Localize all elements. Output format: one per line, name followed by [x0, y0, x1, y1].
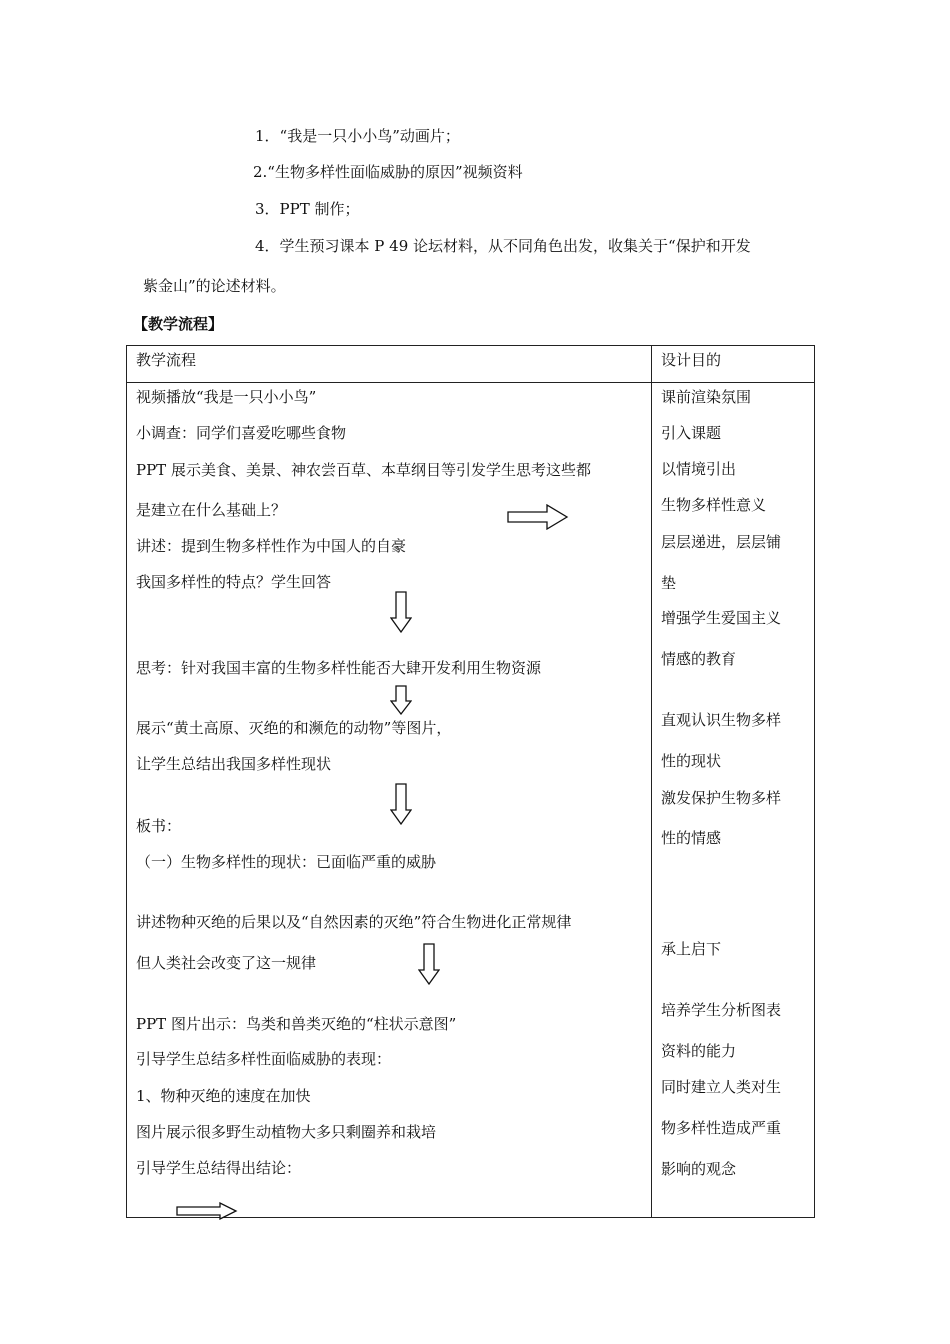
purpose-line: 影响的观念 [661, 1160, 737, 1178]
purpose-line: 层层递进，层层铺 [661, 533, 782, 551]
flow-line: 小调查：同学们喜爱吃哪些食物 [136, 424, 347, 442]
purpose-line: 直观认识生物多样 [661, 711, 782, 729]
flow-line: 展示“黄土高原、灭绝的和濒危的动物”等图片， [136, 719, 452, 737]
section-heading: 【教学流程】 [133, 315, 224, 333]
down-arrow-icon [390, 591, 412, 633]
flow-line: 视频播放“我是一只小小鸟” [136, 388, 317, 406]
purpose-line: 承上启下 [661, 940, 722, 958]
material-item-4: 4．学生预习课本 P 49 论坛材料，从不同角色出发，收集关于“保护和开发 [255, 237, 751, 255]
flow-line: PPT 图片出示：鸟类和兽类灭绝的“柱状示意图” [136, 1015, 457, 1033]
flow-line: 讲述物种灭绝的后果以及“自然因素的灭绝”符合生物进化正常规律 [136, 913, 572, 931]
purpose-line: 物多样性造成严重 [661, 1119, 782, 1137]
purpose-line: 同时建立人类对生 [661, 1078, 782, 1096]
flow-line: 我国多样性的特点？学生回答 [136, 573, 332, 591]
purpose-line: 生物多样性意义 [661, 496, 767, 514]
purpose-line: 以情境引出 [661, 460, 737, 478]
flow-line: 思考：针对我国丰富的生物多样性能否大肆开发利用生物资源 [136, 659, 542, 677]
right-arrow-icon [507, 504, 569, 530]
purpose-line: 情感的教育 [661, 650, 737, 668]
table-header-divider [126, 382, 815, 383]
purpose-line: 垫 [661, 574, 677, 592]
flow-line: PPT 展示美食、美景、神农尝百草、本草纲目等引发学生思考这些都 [136, 461, 591, 479]
purpose-line: 引入课题 [661, 424, 722, 442]
material-item-2: 2.“生物多样性面临威胁的原因”视频资料 [253, 163, 523, 181]
down-arrow-icon [390, 685, 412, 715]
flow-line: 引导学生总结得出结论： [136, 1159, 302, 1177]
flow-line: 图片展示很多野生动植物大多只剩圈养和栽培 [136, 1123, 437, 1141]
table-column-divider [651, 345, 652, 1218]
purpose-line: 培养学生分析图表 [661, 1001, 782, 1019]
purpose-line: 性的情感 [661, 829, 722, 847]
purpose-line: 课前渲染氛围 [661, 388, 752, 406]
material-item-3: 3．PPT 制作； [255, 200, 360, 218]
header-purpose: 设计目的 [661, 351, 722, 369]
flow-line: 1、物种灭绝的速度在加快 [136, 1087, 311, 1105]
flow-line: 是建立在什么基础上？ [136, 501, 287, 519]
flow-line: 讲述：提到生物多样性作为中国人的自豪 [136, 537, 407, 555]
down-arrow-icon [390, 783, 412, 825]
flow-line: 引导学生总结多样性面临威胁的表现： [136, 1050, 392, 1068]
flow-line: 让学生总结出我国多样性现状 [136, 755, 332, 773]
material-item-4-continued: 紫金山”的论述材料。 [143, 277, 286, 295]
purpose-line: 资料的能力 [661, 1042, 737, 1060]
header-flow: 教学流程 [136, 351, 197, 369]
purpose-line: 增强学生爱国主义 [661, 609, 782, 627]
right-arrow-icon [176, 1202, 238, 1220]
flow-line: 板书： [136, 817, 182, 835]
purpose-line: 激发保护生物多样 [661, 789, 782, 807]
material-item-1: 1．“我是一只小小鸟”动画片； [255, 127, 460, 145]
flow-line: 但人类社会改变了这一规律 [136, 954, 317, 972]
flow-line: （一）生物多样性的现状：已面临严重的威胁 [136, 853, 437, 871]
down-arrow-icon [418, 943, 440, 985]
purpose-line: 性的现状 [661, 752, 722, 770]
